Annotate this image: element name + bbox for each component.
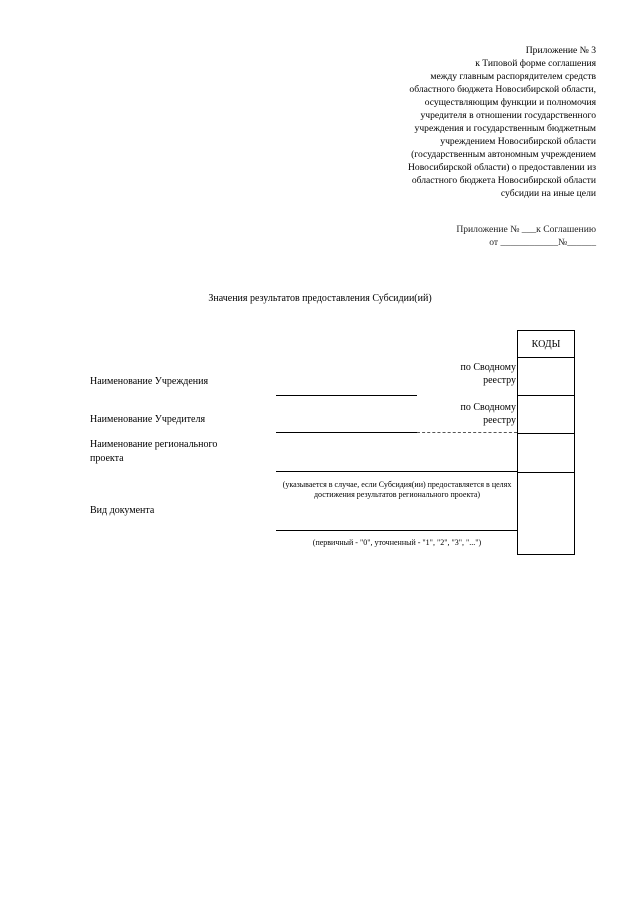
appendix-line: субсидии на иные цели	[500, 188, 596, 199]
appendix-line: областного бюджета Новосибирской области	[411, 175, 596, 186]
codes-cell-founder[interactable]	[518, 395, 574, 434]
appendix-line: осуществляющим функции и полномочия	[424, 97, 596, 108]
registry-label-1a: по Сводному	[460, 362, 516, 373]
doc-type-field-line[interactable]	[276, 530, 517, 531]
appendix-line: к Типовой форме соглашения	[475, 58, 596, 69]
registry-label-1b: реестру	[483, 375, 516, 386]
founder-field-line[interactable]	[276, 432, 417, 433]
institution-field-line[interactable]	[276, 395, 417, 396]
appendix-line: учредителя в отношении государственного	[420, 110, 596, 121]
appendix-line: между главным распорядителем средств	[430, 71, 596, 82]
agreement-reference	[396, 223, 596, 249]
appendix-line: (государственным автономным учреждением	[411, 149, 596, 160]
codes-header-cell	[518, 331, 574, 357]
appendix-line: Новосибирской области) о предоставлении из	[407, 162, 596, 173]
registry-label-1	[426, 361, 516, 387]
codes-cell-doc-type[interactable]	[518, 472, 574, 555]
codes-table	[517, 330, 575, 555]
founder-field-line-dashed	[417, 432, 517, 433]
registry-label-2b: реестру	[483, 415, 516, 426]
codes-cell-institution[interactable]	[518, 357, 574, 396]
document-title: Значения результатов предоставления Субсидии(ий)	[208, 293, 432, 304]
registry-label-2a: по Сводному	[460, 402, 516, 413]
registry-label-2	[426, 401, 516, 427]
project-label-line2: проекта	[90, 453, 124, 464]
doc-type-label: Вид документа	[90, 505, 155, 516]
appendix-line: областного бюджета Новосибирской области,	[409, 84, 596, 95]
appendix-line: учреждения и государственным бюджетным	[414, 123, 596, 134]
agreement-ref-date-line: от ____________№______	[489, 237, 596, 248]
doc-type-note: (первичный - "0", уточненный - "1", "2", "3", "...")	[312, 538, 482, 547]
appendix-line: Приложение № 3	[525, 45, 596, 56]
project-label-line1: Наименование регионального	[90, 439, 218, 450]
appendix-header	[326, 44, 596, 200]
project-note: (указывается в случае, если Субсидия(ии) предоставляется в целях достижения результатов регионального проекта)	[282, 480, 512, 499]
codes-cell-project[interactable]	[518, 433, 574, 473]
founder-label: Наименование Учредителя	[90, 414, 206, 425]
appendix-line: учреждением Новосибирской области	[440, 136, 596, 147]
agreement-ref-line: Приложение № ___к Соглашению	[456, 224, 596, 235]
codes-header: КОДЫ	[531, 338, 561, 350]
project-field-line[interactable]	[276, 471, 517, 472]
project-label	[90, 438, 217, 466]
institution-label: Наименование Учреждения	[90, 376, 209, 387]
